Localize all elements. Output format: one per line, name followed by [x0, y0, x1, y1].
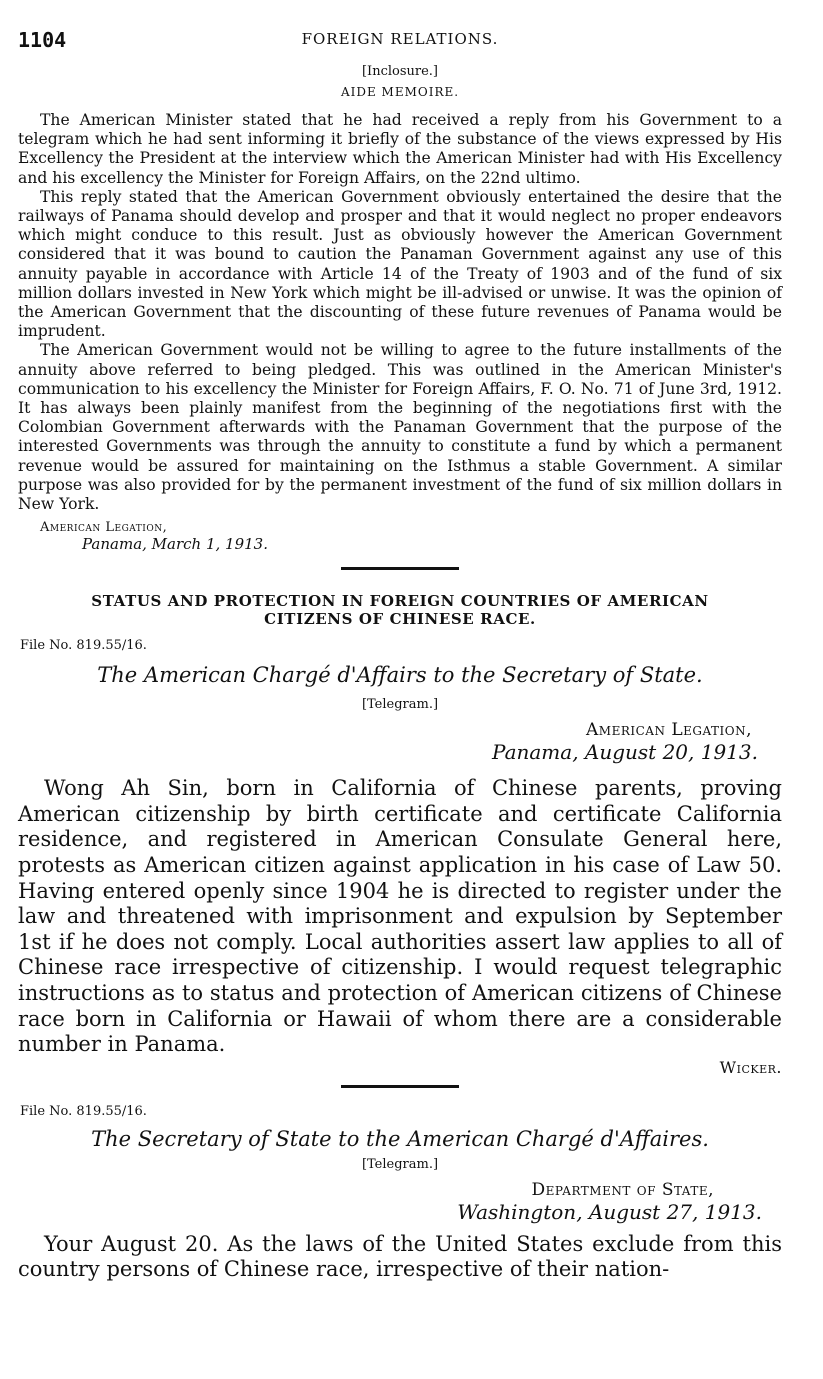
- section-heading: [18, 592, 782, 628]
- inclosure-label: [Inclosure.]: [361, 64, 438, 79]
- file-number: File No. 819.55/16.: [20, 1103, 147, 1119]
- section-heading-line: CITIZENS OF CHINESE RACE.: [264, 610, 536, 629]
- address-date: Panama, August 20, 1913.: [492, 740, 758, 765]
- signer-name: Wicker.: [719, 1057, 782, 1077]
- running-header: [18, 28, 782, 54]
- signature-org: American Legation,: [40, 520, 168, 536]
- paragraph: The American Minister stated that he had received a reply from his Government to a telegram which he had sent informing it briefly of the substance of the views expressed by His Excellency the President at the interview which the American Minister had with His Excellency and his excellency the Minister for Foreign Affairs, on the 22nd ultimo.: [18, 111, 782, 187]
- telegram-label: [Telegram.]: [361, 1156, 439, 1172]
- page-number: 1104: [18, 28, 67, 52]
- document-page: [18, 28, 782, 1283]
- paragraph: The American Government would not be willing to agree to the future installments of the annuity above referred to being pledged. This was outlined in the American Minister's communication to his excellency the Minister for Foreign Affairs, F. O. No. 71 of June 3rd, 1912. It has always been plainly manifest from the beginning of the negotiations first with the Colombian Government afterwards with the Panaman Government that the purpose of the interested Governments was through the annuity to constitute a fund by which a permanent revenue would be assured for maintaining on the Isthmus a stable Government. A similar purpose was also provided for by the permanent investment of the fund of six million dollars in New York.: [18, 341, 782, 514]
- telegram-body: Wong Ah Sin, born in California of Chinese parents, proving American citizenship by birth certificate and certificate California residence, and registered in American Consulate General here, protests as American citizen against application in his case of Law 50. Having entered openly since 1904 he is directed to register under the law and threatened with imprisonment and expulsion by September 1st if he does not comply. Local authorities assert law applies to all of Chinese race irrespective of citizenship. I would request telegraphic instructions as to status and protection of American citizens of Chinese race born in California or Hawaii of whom there are a considerable number in Panama.: [18, 776, 782, 1057]
- sender-address: [18, 1180, 782, 1224]
- telegram-body: Your August 20. As the laws of the United States exclude from this country persons of Chinese race, irrespective of their nation-: [18, 1231, 782, 1282]
- document-title: The Secretary of State to the American Chargé d'Affaires.: [91, 1126, 709, 1151]
- telegram-label: [Telegram.]: [361, 697, 439, 713]
- aide-memoire-title: AIDE MEMOIRE.: [340, 85, 460, 99]
- section-heading-line: STATUS AND PROTECTION IN FOREIGN COUNTRIES OF AMERICAN: [91, 592, 709, 611]
- paragraph: This reply stated that the American Government obviously entertained the desire that the railways of Panama should develop and prosper and that it would neglect no proper endeavors which might conduce to this result. Just as obviously however the American Government considered that it was bound to caution the Panaman Government against any use of this annuity payable in accordance with Article 14 of the Treaty of 1903 and of the fund of six million dollars invested in New York which might be ill-advised or unwise. It was the opinion of the American Government that the discounting of these future revenues of Panama would be imprudent.: [18, 187, 782, 341]
- address-date: Washington, August 27, 1913.: [457, 1199, 762, 1224]
- signature-date: Panama, March 1, 1913.: [82, 535, 268, 554]
- sender-address: [18, 720, 782, 764]
- aide-memoire-body: [18, 111, 782, 514]
- file-number: File No. 819.55/16.: [20, 638, 147, 654]
- running-title: FOREIGN RELATIONS.: [301, 30, 499, 48]
- section-divider: [341, 567, 459, 570]
- document-title: The American Chargé d'Affairs to the Secretary of State.: [97, 663, 703, 688]
- address-org: American Legation,: [586, 720, 752, 741]
- address-org: Department of State,: [531, 1179, 714, 1200]
- section-divider: [341, 1085, 459, 1088]
